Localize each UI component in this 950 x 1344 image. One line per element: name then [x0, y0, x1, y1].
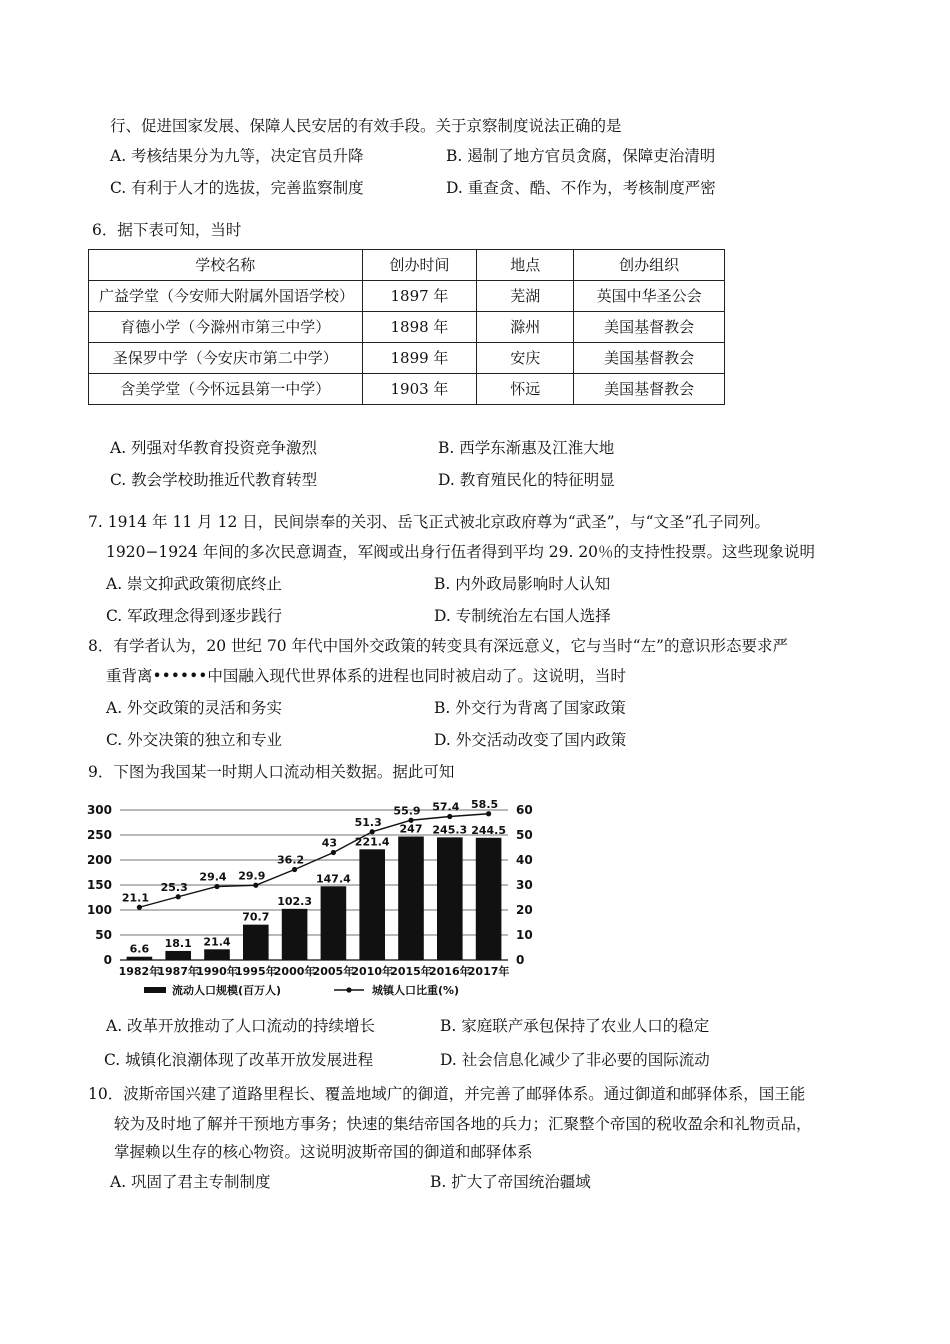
- cell-founding-time: 1899 年: [362, 343, 477, 374]
- q9-option-b: B. 家庭联产承包保持了农业人口的稳定: [440, 1017, 710, 1035]
- left-tick-label: 200: [86, 853, 112, 867]
- population-chart: [84, 796, 554, 1002]
- line-value-label: 25.3: [160, 880, 188, 894]
- bar-value-label: 6.6: [129, 942, 150, 956]
- q8-stem-line-2: 重背离••••••中国融入现代世界体系的进程也同时被启动了。这说明，当时: [106, 667, 626, 685]
- school-table: [88, 249, 725, 405]
- legend-bar-label: 流动人口规模(百万人): [172, 984, 282, 997]
- cell-founding-time: 1897 年: [362, 281, 477, 312]
- q9-stem: 9．下图为我国某一时期人口流动相关数据。据此可知: [88, 763, 455, 781]
- q7-option-a: A. 崇文抑武政策彻底终止: [106, 575, 283, 593]
- cell-school-name: 圣保罗中学（今安庆市第二中学）: [89, 343, 363, 374]
- x-tick-label: 1995年: [234, 965, 277, 978]
- q5-stem-continuation: 行、促进国家发展、保障人民安居的有效手段。关于京察制度说法正确的是: [110, 117, 622, 135]
- bar-value-label: 102.3: [277, 894, 312, 908]
- left-tick-label: 50: [95, 928, 112, 942]
- right-tick-label: 40: [516, 853, 533, 867]
- bar: [243, 925, 269, 960]
- x-tick-label: 2000年: [273, 965, 316, 978]
- bar-value-label: 147.4: [316, 872, 351, 886]
- header-school-name: 学校名称: [89, 250, 363, 281]
- bar-value-label: 221.4: [354, 835, 390, 849]
- cell-location: 安庆: [477, 343, 574, 374]
- q5-option-a: A. 考核结果分为九等，决定官员升降: [110, 147, 364, 165]
- q7-option-b: B. 内外政局影响时人认知: [434, 575, 611, 593]
- right-tick-label: 20: [516, 903, 533, 917]
- q6-stem: 6．据下表可知，当时: [92, 221, 242, 239]
- line-point: [408, 818, 413, 823]
- q7-option-d: D. 专制统治左右国人选择: [434, 607, 611, 625]
- q5-option-d: D. 重查贪、酷、不作为，考核制度严密: [446, 179, 716, 197]
- right-tick-label: 30: [516, 878, 533, 892]
- bar: [165, 951, 191, 960]
- cell-founding-time: 1903 年: [362, 374, 477, 405]
- q10-stem-line-1: 10．波斯帝国兴建了道路里程长、覆盖地域广的御道，并完善了邮驿体系。通过御道和邮驿体系，国王能: [88, 1085, 806, 1103]
- line-value-label: 55.9: [393, 804, 421, 818]
- table-row: [89, 374, 725, 405]
- q5-option-b: B. 遏制了地方官员贪腐，保障吏治清明: [446, 147, 716, 165]
- q8-stem-line-1: 8．有学者认为，20 世纪 70 年代中国外交政策的转变具有深远意义，它与当时“左”的意识形态要求严: [88, 637, 788, 655]
- legend-line-label: 城镇人口比重(%): [372, 984, 460, 997]
- line-value-label: 51.3: [354, 815, 382, 829]
- x-tick-label: 2005年: [312, 965, 355, 978]
- q10-option-b: B. 扩大了帝国统治疆域: [430, 1173, 591, 1191]
- bar: [476, 838, 502, 960]
- bar-value-label: 244.5: [471, 823, 506, 837]
- line-point: [176, 894, 181, 899]
- q7-stem-line-1: 7. 1914 年 11 月 12 日，民间崇奉的关羽、岳飞正式被北京政府尊为“武圣”，与“文圣”孔子同列。: [88, 513, 770, 531]
- cell-school-name: 含美学堂（今怀远县第一中学）: [89, 374, 363, 405]
- legend-bar-swatch: [144, 987, 166, 993]
- q9-option-a: A. 改革开放推动了人口流动的持续增长: [106, 1017, 376, 1035]
- x-tick-label: 1982年: [118, 965, 161, 978]
- bar: [437, 837, 463, 960]
- x-tick-label: 1990年: [196, 965, 238, 978]
- cell-founding-org: 英国中华圣公会: [574, 281, 725, 312]
- q9-option-c: C. 城镇化浪潮体现了改革开放发展进程: [104, 1051, 374, 1069]
- q8-option-a: A. 外交政策的灵活和务实: [106, 699, 283, 717]
- bar-value-label: 70.7: [242, 910, 270, 924]
- q8-option-c: C. 外交决策的独立和专业: [106, 731, 283, 749]
- table-row: [89, 312, 725, 343]
- q10-option-a: A. 巩固了君主专制制度: [110, 1173, 271, 1191]
- table-row: [89, 343, 725, 374]
- left-tick-label: 250: [86, 828, 112, 842]
- cell-founding-org: 美国基督教会: [574, 343, 725, 374]
- left-tick-label: 100: [86, 903, 112, 917]
- x-tick-label: 1987年: [157, 965, 200, 978]
- q10-stem-line-2: 较为及时地了解并干预地方事务；快速的集结帝国各地的兵力；汇聚整个帝国的税收盈余和礼物贡品，: [114, 1115, 812, 1133]
- left-tick-label: 0: [103, 953, 112, 967]
- cell-school-name: 育德小学（今滁州市第三中学）: [89, 312, 363, 343]
- bar-value-label: 18.1: [164, 936, 192, 950]
- q8-option-d: D. 外交活动改变了国内政策: [434, 731, 627, 749]
- right-tick-label: 50: [516, 828, 533, 842]
- cell-founding-org: 美国基督教会: [574, 312, 725, 343]
- line-point: [214, 884, 219, 889]
- line-point: [292, 867, 297, 872]
- legend-line-marker: [346, 987, 351, 992]
- cell-location: 怀远: [477, 374, 574, 405]
- q10-stem-line-3: 掌握赖以生存的核心物资。这说明波斯帝国的御道和邮驿体系: [114, 1143, 533, 1161]
- cell-school-name: 广益学堂（今安师大附属外国语学校）: [89, 281, 363, 312]
- line-point: [447, 814, 452, 819]
- line-value-label: 43: [321, 836, 338, 850]
- right-tick-label: 60: [516, 803, 533, 817]
- table-header-row: [89, 250, 725, 281]
- cell-location: 芜湖: [477, 281, 574, 312]
- x-tick-label: 2017年: [467, 965, 510, 978]
- q7-stem-line-2: 1920−1924 年间的多次民意调查，军阀或出身行伍者得到平均 29. 20％的支持性投票。这些现象说明: [106, 543, 816, 561]
- q6-option-b: B. 西学东渐惠及江淮大地: [438, 439, 615, 457]
- left-tick-label: 150: [86, 878, 112, 892]
- q9-option-d: D. 社会信息化减少了非必要的国际流动: [440, 1051, 710, 1069]
- line-value-label: 29.4: [199, 870, 227, 884]
- line-point: [370, 829, 375, 834]
- header-founding-time: 创办时间: [362, 250, 477, 281]
- line-point: [253, 883, 258, 888]
- line-value-label: 29.9: [238, 869, 266, 883]
- header-location: 地点: [477, 250, 574, 281]
- q8-option-b: B. 外交行为背离了国家政策: [434, 699, 626, 717]
- line-point: [137, 905, 142, 910]
- bar-value-label: 21.4: [203, 935, 231, 949]
- bar-value-label: 247: [399, 822, 423, 836]
- right-tick-label: 10: [516, 928, 533, 942]
- x-tick-label: 2016年: [428, 965, 471, 978]
- line-value-label: 21.1: [121, 891, 149, 905]
- q6-option-a: A. 列强对华教育投资竞争激烈: [110, 439, 318, 457]
- q7-option-c: C. 军政理念得到逐步践行: [106, 607, 283, 625]
- right-tick-label: 0: [516, 953, 525, 967]
- cell-location: 滁州: [477, 312, 574, 343]
- bar: [398, 837, 424, 961]
- line-point: [331, 850, 336, 855]
- table-row: [89, 281, 725, 312]
- line-value-label: 36.2: [277, 853, 305, 867]
- bar: [204, 949, 230, 960]
- cell-founding-time: 1898 年: [362, 312, 477, 343]
- left-tick-label: 300: [86, 803, 112, 817]
- bar: [359, 849, 385, 960]
- q6-option-d: D. 教育殖民化的特征明显: [438, 471, 615, 489]
- line-value-label: 57.4: [432, 800, 460, 814]
- line-value-label: 58.5: [471, 797, 499, 811]
- bar: [282, 909, 308, 960]
- q6-option-c: C. 教会学校助推近代教育转型: [110, 471, 318, 489]
- q5-option-c: C. 有利于人才的选拔，完善监察制度: [110, 179, 364, 197]
- header-founding-org: 创办组织: [574, 250, 725, 281]
- x-tick-label: 2015年: [390, 965, 432, 978]
- bar-value-label: 245.3: [432, 823, 468, 837]
- line-point: [486, 811, 491, 816]
- x-tick-label: 2010年: [351, 965, 394, 978]
- bar: [321, 886, 347, 960]
- cell-founding-org: 美国基督教会: [574, 374, 725, 405]
